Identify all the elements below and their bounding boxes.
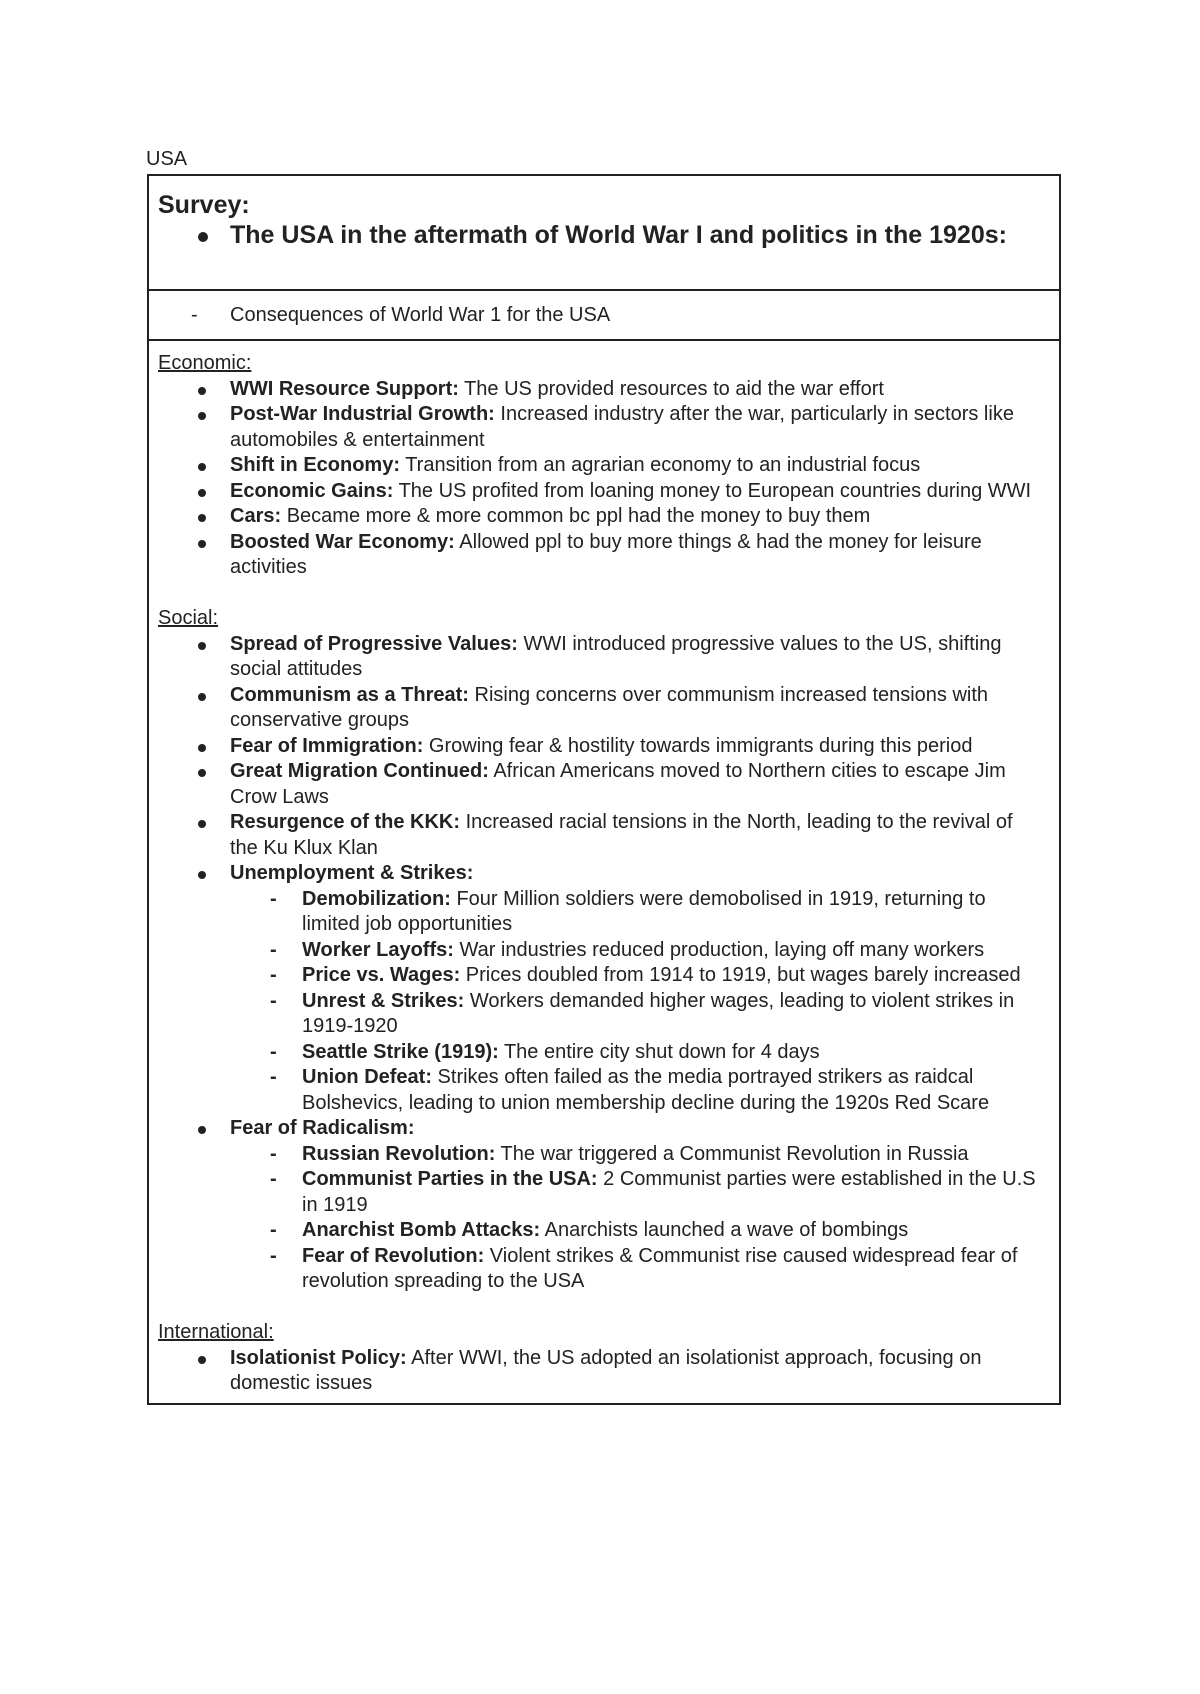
item-term: Resurgence of the KKK: bbox=[230, 811, 461, 833]
survey-topic bbox=[158, 220, 1059, 250]
social-heading: Social: bbox=[158, 607, 219, 629]
item-text: Violent strikes & Communist rise caused widespread fear of revolution spreading to the USA bbox=[302, 1244, 1018, 1292]
item-text: After WWI, the US adopted an isolationist approach, focusing on domestic issues bbox=[230, 1346, 982, 1394]
item-term: Communism as a Threat: bbox=[230, 683, 469, 706]
list-item bbox=[158, 402, 1045, 453]
sub-list-item bbox=[230, 887, 1045, 938]
economic-list bbox=[158, 377, 1045, 581]
item-text: Transition from an agrarian economy to an industrial focus bbox=[400, 454, 921, 476]
social-list bbox=[158, 632, 1045, 1295]
item-text: Prices doubled from 1914 to 1919, but wages barely increased bbox=[460, 964, 1021, 986]
list-item bbox=[158, 734, 1045, 760]
item-text: The war triggered a Communist Revolution in Russia bbox=[495, 1142, 969, 1165]
list-item bbox=[158, 759, 1045, 810]
item-term: Seattle Strike (1919): bbox=[302, 1040, 499, 1063]
list-item bbox=[158, 530, 1045, 581]
item-term: Worker Layoffs: bbox=[302, 938, 454, 961]
item-text: Increased industry after the war, particularly in sectors like automobiles & entertainment bbox=[230, 403, 1014, 451]
international-heading: International: bbox=[158, 1321, 274, 1343]
notes-table bbox=[147, 174, 1061, 1405]
item-term: Shift in Economy: bbox=[230, 454, 400, 476]
item-text: Four Million soldiers were demobolised in 1919, returning to limited job opportunities bbox=[302, 887, 986, 935]
item-term: Economic Gains: bbox=[230, 479, 394, 502]
list-item bbox=[158, 479, 1045, 505]
item-text: Became more & more common bc ppl had the money to buy them bbox=[281, 505, 871, 527]
item-text: WWI introduced progressive values to the US, shifting social attitudes bbox=[230, 632, 1002, 680]
list-item bbox=[158, 1346, 1045, 1397]
sub-list-item bbox=[230, 989, 1045, 1040]
spacer bbox=[158, 581, 1045, 607]
content-cell bbox=[149, 341, 1059, 1403]
sub-list-item bbox=[230, 1065, 1045, 1116]
sub-list-item bbox=[230, 938, 1045, 964]
item-text: Allowed ppl to buy more things & had the money for leisure activities bbox=[230, 530, 982, 578]
item-term: Fear of Radicalism: bbox=[230, 1117, 415, 1139]
subheading-cell bbox=[149, 291, 1059, 341]
dash-marker: - bbox=[191, 304, 198, 326]
item-text: Workers demanded higher wages, leading to violent strikes in 1919-1920 bbox=[302, 989, 1015, 1037]
list-item bbox=[158, 1116, 1045, 1295]
item-text: The US provided resources to aid the war effort bbox=[458, 377, 884, 400]
list-item bbox=[158, 453, 1045, 479]
radicalism-sublist bbox=[230, 1142, 1045, 1295]
spacer bbox=[158, 1295, 1045, 1321]
item-term: Isolationist Policy: bbox=[230, 1346, 407, 1369]
sub-list-item bbox=[230, 1142, 1045, 1168]
item-text: Anarchists launched a wave of bombings bbox=[540, 1219, 909, 1241]
sub-list-item bbox=[230, 1218, 1045, 1244]
item-term: Fear of Immigration: bbox=[230, 734, 424, 757]
list-item bbox=[158, 683, 1045, 734]
list-item bbox=[158, 632, 1045, 683]
item-term: Fear of Revolution: bbox=[302, 1244, 485, 1267]
sub-list-item bbox=[230, 963, 1045, 989]
economic-heading: Economic: bbox=[158, 352, 252, 374]
item-term: Post-War Industrial Growth: bbox=[230, 403, 495, 425]
item-term: Spread of Progressive Values: bbox=[230, 632, 518, 655]
item-text: The US profited from loaning money to European countries during WWI bbox=[393, 479, 1032, 502]
item-text: Increased racial tensions in the North, leading to the revival of the Ku Klux Klan bbox=[230, 811, 1013, 859]
item-term: Price vs. Wages: bbox=[302, 964, 461, 986]
item-text: 2 Communist parties were established in the U.S in 1919 bbox=[302, 1168, 1036, 1216]
item-term: Boosted War Economy: bbox=[230, 530, 455, 553]
item-term: Union Defeat: bbox=[302, 1066, 432, 1088]
survey-title: Survey: bbox=[158, 191, 250, 219]
item-text: Strikes often failed as the media portrayed strikers as raidcal Bolshevics, leading to union membership decline during the 1920s Red Scare bbox=[302, 1066, 990, 1114]
sub-list-item bbox=[230, 1040, 1045, 1066]
item-text: Growing fear & hostility towards immigrants during this period bbox=[423, 734, 973, 757]
bullet-icon bbox=[198, 232, 208, 242]
list-item bbox=[158, 377, 1045, 403]
item-term: Demobilization: bbox=[302, 887, 451, 910]
subheading-text: Consequences of World War 1 for the USA bbox=[230, 304, 611, 326]
item-text: Rising concerns over communism increased tensions with conservative groups bbox=[230, 683, 989, 731]
item-term: Great Migration Continued: bbox=[230, 760, 489, 782]
list-item bbox=[158, 810, 1045, 861]
item-text: African Americans moved to Northern cities to escape Jim Crow Laws bbox=[230, 760, 1006, 808]
item-term: Unemployment & Strikes: bbox=[230, 862, 474, 884]
document-label: USA bbox=[146, 148, 188, 170]
item-term: Russian Revolution: bbox=[302, 1142, 496, 1165]
international-list bbox=[158, 1346, 1045, 1397]
unemployment-sublist bbox=[230, 887, 1045, 1117]
list-item bbox=[158, 504, 1045, 530]
sub-list-item bbox=[230, 1167, 1045, 1218]
list-item bbox=[158, 861, 1045, 1116]
survey-header-cell bbox=[149, 176, 1059, 291]
survey-topic-text: The USA in the aftermath of World War I and politics in the 1920s: bbox=[230, 221, 1007, 249]
item-term: Cars: bbox=[230, 505, 282, 527]
item-term: Communist Parties in the USA: bbox=[302, 1168, 598, 1190]
item-term: Anarchist Bomb Attacks: bbox=[302, 1219, 541, 1241]
item-text: The entire city shut down for 4 days bbox=[498, 1040, 820, 1063]
sub-list-item bbox=[230, 1244, 1045, 1295]
item-term: Unrest & Strikes: bbox=[302, 989, 465, 1012]
item-term: WWI Resource Support: bbox=[230, 377, 459, 400]
item-text: War industries reduced production, laying off many workers bbox=[453, 938, 985, 961]
